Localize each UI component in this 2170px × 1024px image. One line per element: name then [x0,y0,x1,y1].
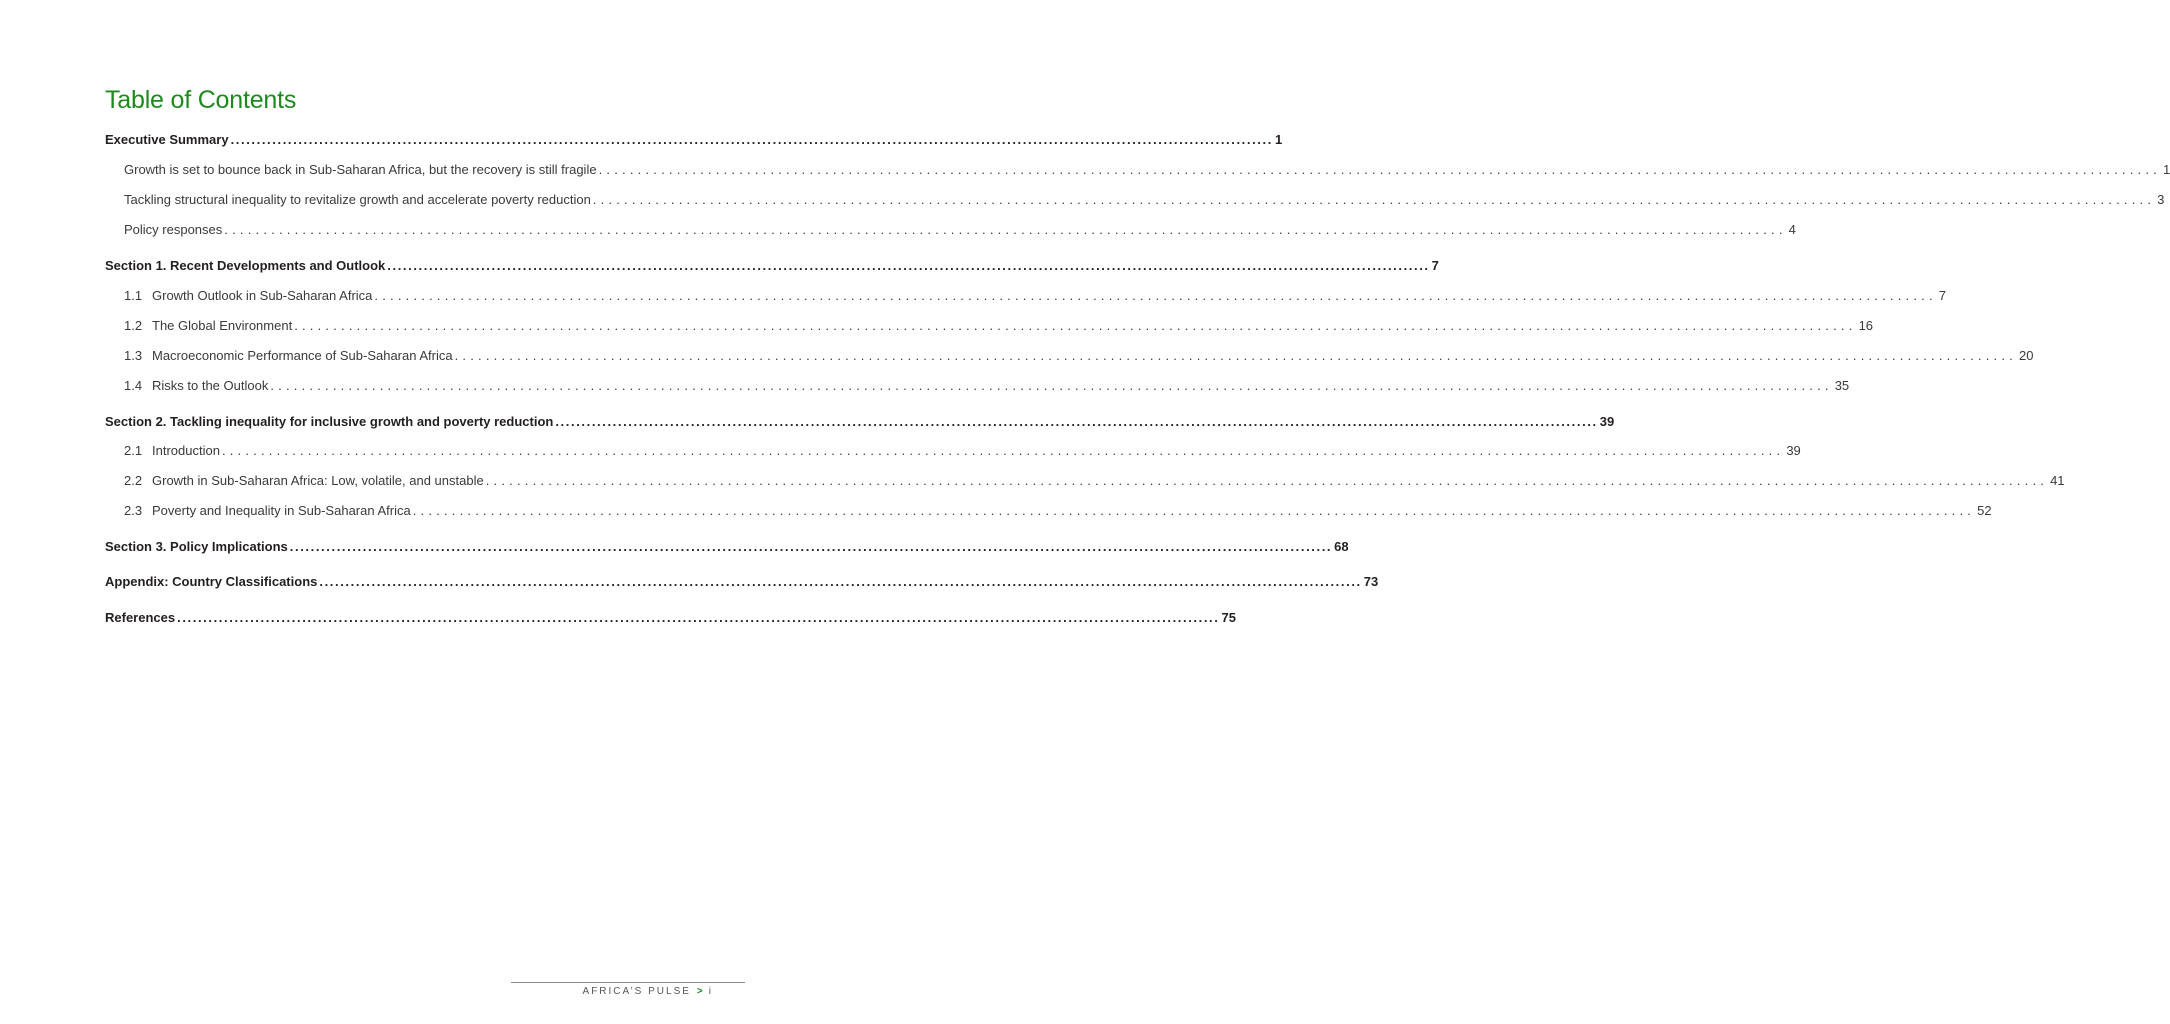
toc-entry-label: Section 3. Policy Implications [105,539,288,554]
toc-section-entry[interactable] [105,258,1439,273]
toc-dot-leader: ........................................................................................................................................................................................................ [454,348,2017,363]
toc-section-entry[interactable] [105,539,1349,554]
toc-subsection-entry[interactable] [124,318,1874,333]
toc-entry-page: 39 [1786,443,1801,458]
toc-subsection-entry[interactable] [124,473,2065,488]
toc-entry-label: Introduction [152,443,220,458]
toc-section-entry[interactable] [105,132,1283,147]
toc-entry-number: 2.1 [124,443,143,458]
toc-section-entry[interactable] [105,574,1379,589]
footer-page-number: i [708,986,711,997]
toc-entry-label: Appendix: Country Classifications [105,574,318,589]
toc-entry-number: 1.2 [124,318,143,333]
toc-dot-leader: ........................................................................................................................................................................................................ [221,443,1785,458]
toc-section-entry[interactable] [105,610,1236,625]
toc-dot-leader: ........................................................................................................................................................................................................ [485,473,2049,488]
toc-entry-page: 35 [1834,378,1850,393]
toc-entry-page: 1 [1274,132,1283,147]
toc-entry-label: Poverty and Inequality in Sub-Saharan Africa [152,503,411,518]
toc-dot-leader: ........................................................................................................................................................................................................ [555,414,1598,429]
toc-entry-number: 1.3 [124,348,143,363]
toc-entry-label: Section 1. Recent Developments and Outlook [105,258,386,273]
toc-dot-leader: ........................................................................................................................................................................................................ [319,574,1362,589]
toc-entry-label: Growth Outlook in Sub-Saharan Africa [152,288,373,303]
toc-dot-leader: ........................................................................................................................................................................................................ [230,132,1273,147]
toc-entry-number: 2.2 [124,473,143,488]
toc-subsection-entry[interactable] [124,348,2034,363]
toc-entry-label: References [105,610,176,625]
toc-entry-page: 3 [2157,192,2165,207]
toc-entry-label: Tackling structural inequality to revitalize growth and accelerate poverty reduction [124,192,591,207]
footer-divider [511,982,745,983]
toc-entry-page: 52 [1977,503,1992,518]
toc-subsection-entry[interactable] [124,288,1946,303]
toc-entry-number: 1.1 [124,288,143,303]
toc-entry-page: 4 [1788,222,1796,237]
toc-dot-leader: ........................................................................................................................................................................................................ [224,222,1787,237]
toc-dot-leader: ........................................................................................................................................................................................................ [294,318,1857,333]
footer-separator: > [696,986,703,997]
toc-entry-label: Section 2. Tackling inequality for inclusive growth and poverty reduction [105,414,554,429]
toc-entry-label: Policy responses [124,222,223,237]
toc-entry-page: 41 [2050,473,2065,488]
toc-entry-number: 1.4 [124,378,143,393]
toc-entry-page: 75 [1221,610,1236,625]
toc-dot-leader: ........................................................................................................................................................................................................ [387,258,1430,273]
toc-subsection-entry[interactable] [124,443,1801,458]
footer-publication: AFRICA’S PULSE [582,986,691,997]
toc-dot-leader: ........................................................................................................................................................................................................ [592,192,2156,207]
toc-entry-page: 1 [2162,162,2170,177]
toc-entry-page: 73 [1363,574,1379,589]
toc-entry-label: The Global Environment [152,318,293,333]
toc-dot-leader: ........................................................................................................................................................................................................ [412,503,1976,518]
page-title: Table of Contents [105,86,297,114]
toc-entry-page: 68 [1334,539,1349,554]
toc-subsection-entry[interactable] [124,503,1992,518]
toc-entry-page: 20 [2018,348,2034,363]
toc-dot-leader: ........................................................................................................................................................................................................ [598,162,2161,177]
toc-entry-page: 16 [1858,318,1874,333]
toc-entry-label: Macroeconomic Performance of Sub-Saharan Africa [152,348,453,363]
toc-dot-leader: ........................................................................................................................................................................................................ [289,539,1333,554]
page-footer [583,986,711,997]
toc-subsection-entry[interactable] [124,192,2165,207]
toc-subsection-entry[interactable] [124,222,1796,237]
toc-dot-leader: ........................................................................................................................................................................................................ [177,610,1220,625]
toc-subsection-entry[interactable] [124,378,1850,393]
toc-dot-leader: ........................................................................................................................................................................................................ [270,378,1833,393]
toc-entry-label: Growth is set to bounce back in Sub-Saharan Africa, but the recovery is still fragile [124,162,597,177]
toc-entry-label: Growth in Sub-Saharan Africa: Low, volatile, and unstable [152,473,484,488]
toc-subsection-entry[interactable] [124,162,2170,177]
toc-entry-page: 7 [1431,258,1439,273]
toc-entry-label: Risks to the Outlook [152,378,269,393]
toc-dot-leader: ........................................................................................................................................................................................................ [374,288,1937,303]
toc-entry-page: 7 [1938,288,1946,303]
toc-section-entry[interactable] [105,414,1615,429]
toc-entry-label: Executive Summary [105,132,229,147]
toc-entry-number: 2.3 [124,503,143,518]
toc-entry-page: 39 [1599,414,1615,429]
